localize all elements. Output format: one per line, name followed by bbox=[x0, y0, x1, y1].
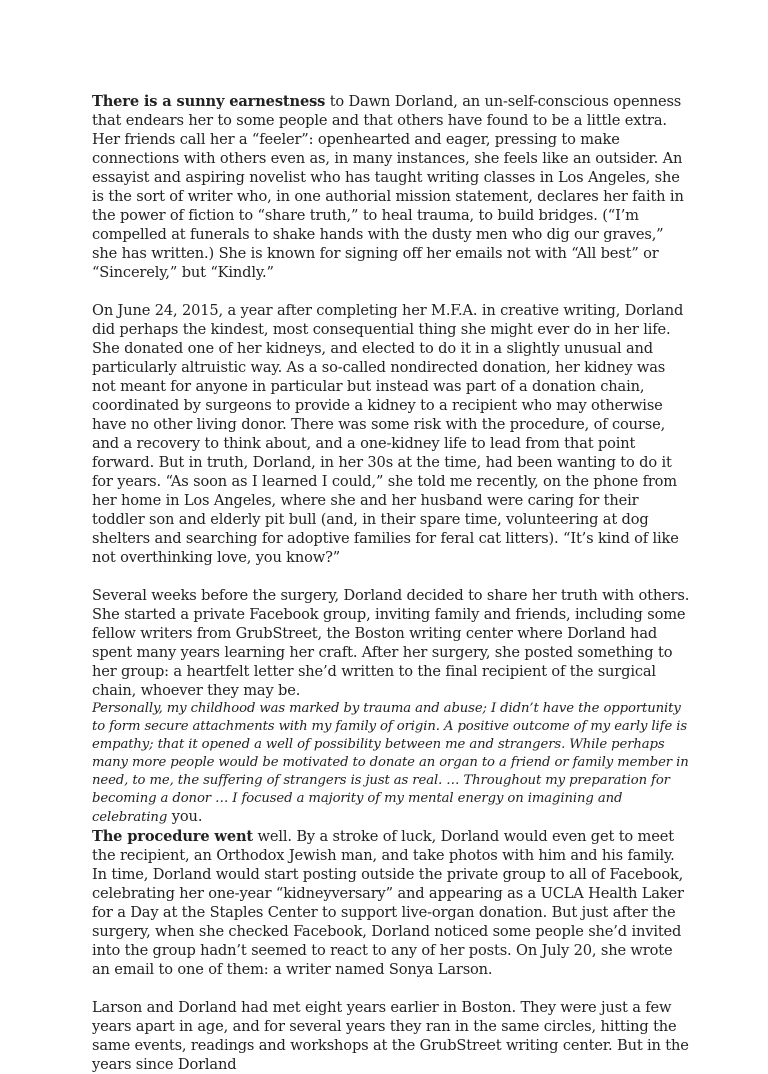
paragraph-5: Larson and Dorland had met eight years earlier in Boston. They were just a few years apart in age, and for several years they ran in the same circles, hitting the same events, readings and workshops at the GrubStreet writing center. But in the years since Dorland bbox=[92, 999, 689, 1073]
letter-quote-tail: you. bbox=[167, 808, 203, 825]
letter-quote bbox=[92, 700, 692, 827]
paragraph-gap bbox=[92, 567, 692, 586]
paragraph-gap bbox=[92, 979, 692, 998]
paragraph-1 bbox=[92, 92, 692, 282]
paragraph-4 bbox=[92, 827, 692, 979]
letter-quote-text: Personally, my childhood was marked by trauma and abuse; I didn’t have the opportunity to form secure attachments with my family of origin. A positive outcome of my early life is empathy; that it opened a well of possibility between me and strangers. While perhaps many more people would be motivated to donate an organ to a friend or family member in need, to me, the suffering of strangers is just as real. … Throughout my preparation for becoming a donor … I focused a majority of my mental energy on imagining and celebrating bbox=[92, 701, 689, 825]
paragraph-3: Several weeks before the surgery, Dorland decided to share her truth with others. She started a private Facebook group, inviting family and friends, including some fellow writers from GrubStreet, the Boston writing center where Dorland had spent many years learning her craft. After her surgery, she posted something to her group: a heartfelt letter she’d written to the final recipient of the surgical chain, whoever they may be. bbox=[92, 587, 690, 699]
paragraph-gap bbox=[92, 282, 692, 301]
paragraph-4-text: well. By a stroke of luck, Dorland would even get to meet the recipient, an Orthodox Jewish man, and take photos with him and his family. In time, Dorland would start posting outside the private group to all of Facebook, celebrating her one-year “kidneyversary” and appearing as a UCLA Health Laker for a Day at the Staples Center to support live-organ donation. But just after the surgery, when she checked Facebook, Dorland noticed some people she’d invited into the group hadn’t seemed to react to any of her posts. On July 20, she wrote an email to one of them: a writer named Sonya Larson. bbox=[92, 828, 684, 978]
paragraph-4-lead: The procedure went bbox=[92, 828, 254, 845]
article-body bbox=[92, 92, 692, 1074]
paragraph-2: On June 24, 2015, a year after completing her M.F.A. in creative writing, Dorland did perhaps the kindest, most consequential thing she might ever do in her life. She donated one of her kidneys, and elected to do it in a slightly unusual and particularly altruistic way. As a so-called nondirected donation, her kidney was not meant for anyone in particular but instead was part of a donation chain, coordinated by surgeons to provide a kidney to a recipient who may otherwise have no other living donor. There was some risk with the procedure, of course, and a recovery to think about, and a one-kidney life to lead from that point forward. But in truth, Dorland, in her 30s at the time, had been wanting to do it for years. “As soon as I learned I could,” she told me recently, on the phone from her home in Los Angeles, where she and her husband were caring for their toddler son and elderly pit bull (and, in their spare time, volunteering at dog shelters and searching for adoptive families for feral cat litters). “It’s kind of like not overthinking love, you know?” bbox=[92, 302, 684, 566]
paragraph-1-lead: There is a sunny earnestness bbox=[92, 93, 326, 110]
paragraph-1-text: to Dawn Dorland, an un-self-conscious openness that endears her to some people and that others have found to be a little extra. Her friends call her a “feeler”: openhearted and eager, pressing to make connections with others even as, in many instances, she feels like an outsider. An essayist and aspiring novelist who has taught writing classes in Los Angeles, she is the sort of writer who, in one authorial mission statement, declares her faith in the power of fiction to “share truth,” to heal trauma, to build bridges. (“I’m compelled at funerals to shake hands with the dusty men who dig our graves,” she has written.) She is known for signing off her emails not with “All best” or “Sincerely,” but “Kindly.” bbox=[92, 93, 684, 281]
